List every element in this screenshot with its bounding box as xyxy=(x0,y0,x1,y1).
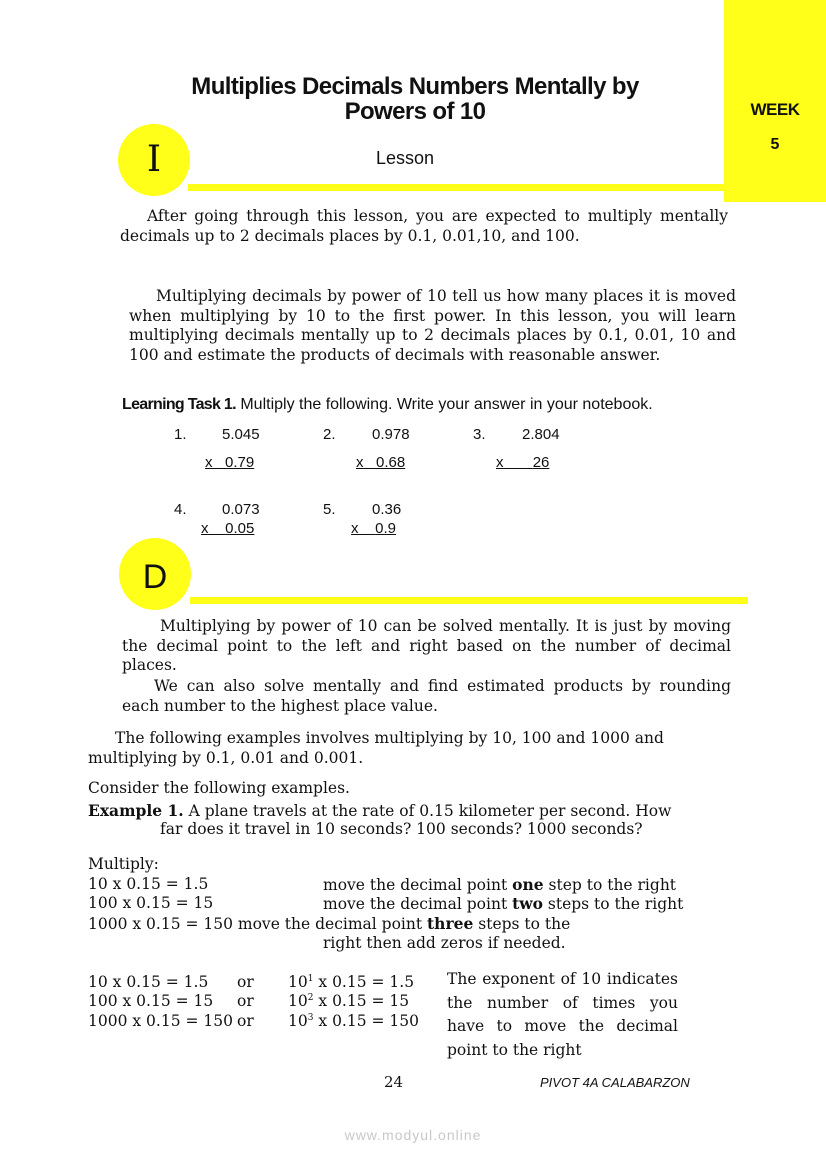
overview-paragraph: Multiplying decimals by power of 10 tell us how many places it is moved when multiplying by 10 to the first power. In this lesson, you will learn multiplying decimals mentally up to 2 decimals places by 0.1, 0.01, 10 and 100 and estimate the products of decimals with reasonable answer. xyxy=(129,287,736,364)
footer-publisher: PIVOT 4A CALABARZON xyxy=(540,1075,690,1090)
exp-eq-2: 100 x 0.15 = 15 xyxy=(88,992,214,1010)
intro-paragraph: After going through this lesson, you are expected to multiply mentally decimals up to 2 decimals places by 0.1, 0.01,10, and 100. xyxy=(120,207,728,245)
discover-paragraph-2: We can also solve mentally and find estimated products by rounding each number to the highest place value. xyxy=(122,677,731,715)
problem-2-bottom: x 0.68 xyxy=(356,454,406,471)
exp-eq-3: 1000 x 0.15 = 150 xyxy=(88,1012,233,1030)
week-number: 5 xyxy=(770,136,780,153)
title-line-2: Powers of 10 xyxy=(344,98,486,125)
exponent-note: The exponent of 10 indicates the number of times you have to move the decimal point to the right xyxy=(447,970,678,1059)
problem-4-bottom: x 0.05 xyxy=(201,520,255,537)
week-label: WEEK xyxy=(750,100,800,119)
problem-5-top: 0.36 xyxy=(372,501,402,518)
page-number: 24 xyxy=(384,1073,404,1091)
problem-5-number: 5. xyxy=(323,501,336,518)
problem-3-top: 2.804 xyxy=(522,426,560,443)
multiply-eq-2: 100 x 0.15 = 15 xyxy=(88,894,214,912)
discover-paragraph-1: Multiplying by power of 10 can be solved mentally. It is just by moving the decimal point to the left and right based on the number of decimal places. xyxy=(122,617,731,674)
exp-power-2: $10^2$ x 0.15 = 15 xyxy=(288,992,410,1010)
section-i-heading: Lesson xyxy=(376,148,435,168)
problem-3-bottom: x 26 xyxy=(496,454,550,471)
learning-task-instruction: Multiply the following. Write your answer in your notebook. xyxy=(240,396,653,413)
problem-4-top: 0.073 xyxy=(222,501,260,518)
example-1-line-2: far does it travel in 10 seconds? 100 seconds? 1000 seconds? xyxy=(160,820,643,838)
consider-line: Consider the following examples. xyxy=(88,779,350,797)
multiply-desc-2: move the decimal point two steps to the right xyxy=(323,894,684,913)
page-title xyxy=(150,74,680,124)
problem-3-number: 3. xyxy=(473,426,486,443)
exp-or-1: or xyxy=(237,973,254,991)
problem-1-number: 1. xyxy=(174,426,187,443)
exp-or-2: or xyxy=(237,992,254,1010)
multiply-continuation: right then add zeros if needed. xyxy=(323,934,566,952)
learning-task-label: Learning Task 1. xyxy=(122,396,236,413)
example-1-label: Example 1. xyxy=(88,801,184,820)
learning-task-heading xyxy=(122,396,653,414)
examples-intro: The following examples involves multiplying by 10, 100 and 1000 and multiplying by 0.1, 0.01 and 0.001. xyxy=(88,729,664,767)
problem-2-top: 0.978 xyxy=(372,426,410,443)
problem-4-number: 4. xyxy=(174,501,187,518)
exp-or-3: or xyxy=(237,1012,254,1030)
section-i-letter: I xyxy=(146,139,162,180)
multiply-desc-1: move the decimal point one step to the right xyxy=(323,875,677,894)
section-d-letter: D xyxy=(142,558,168,596)
problem-1-bottom: x 0.79 xyxy=(205,454,255,471)
multiply-eq-3: 1000 x 0.15 = 150 move the decimal point three steps to the xyxy=(88,914,571,933)
multiply-label: Multiply: xyxy=(88,855,159,873)
multiply-eq-1: 10 x 0.15 = 1.5 xyxy=(88,875,209,893)
example-1-line-1: Example 1. A plane travels at the rate of 0.15 kilometer per second. How xyxy=(88,801,672,820)
problem-2-number: 2. xyxy=(323,426,336,443)
problem-5-bottom: x 0.9 xyxy=(351,520,397,537)
watermark: www.modyul.online xyxy=(344,1127,482,1143)
problem-1-top: 5.045 xyxy=(222,426,260,443)
exp-power-1: $10^1$ x 0.15 = 1.5 xyxy=(288,973,415,991)
exp-eq-1: 10 x 0.15 = 1.5 xyxy=(88,973,209,991)
title-line-1: Multiplies Decimals Numbers Mentally by xyxy=(191,73,639,100)
section-i-bar xyxy=(188,184,724,191)
exp-power-3: $10^3$ x 0.15 = 150 xyxy=(288,1012,420,1030)
section-d-bar xyxy=(190,597,748,604)
